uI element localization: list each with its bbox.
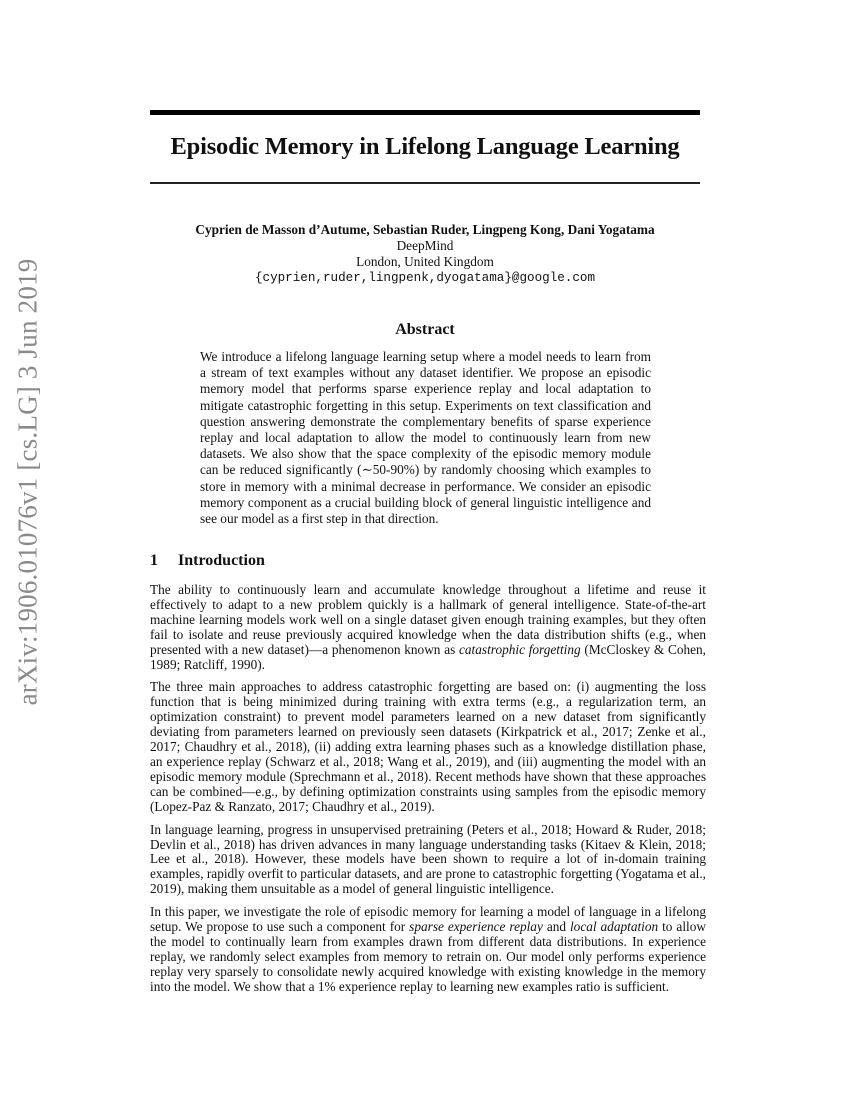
- author-block: [150, 222, 700, 286]
- paragraph-1-text: The ability to continuously learn and accumulate knowledge throughout a lifetime and reuse it effectively to adapt to a new problem quickly is a hallmark of general intelligence. State-of-the-art machine learning models work well on a single dataset given enough training examples, but they often fail to isolate and reuse previously acquired knowledge when the data distribution shifts (e.g., when presented with a new dataset)—a phenomenon known as: [150, 582, 706, 657]
- paper-title: Episodic Memory in Lifelong Language Learning: [170, 133, 680, 160]
- arxiv-identifier-stamp: [8, 258, 48, 706]
- author-emails: {cyprien,ruder,lingpenk,dyogatama}@google.com: [254, 271, 596, 285]
- abstract-text: We introduce a lifelong language learning setup where a model needs to learn from a stream of text examples without any dataset identifier. We propose an episodic memory model that performs sparse experience replay and local adaptation to mitigate catastrophic forgetting in this setup. Experiments on text classification and question answering demonstrate the complementary benefits of sparse experience replay and local adaptation to allow the model to continuously learn from new datasets. We also show that the space complexity of the episodic memory module can be reduced significantly (∼50-90%) by randomly choosing which examples to store in memory with a minimal decrease in performance. We consider an episodic memory component as a crucial building block of general linguistic intelligence and see our model as a first step in that direction.: [200, 349, 651, 527]
- emphasis-sparse-experience-replay: sparse experience replay: [409, 919, 543, 935]
- introduction-body: [150, 583, 706, 1003]
- paragraph-4-text-c: to allow the model to continually learn from examples drawn from different data distributions. In experience replay, we randomly select examples from memory to retrain on. Our model only performs experience replay very sparsely to consolidate newly acquired knowledge with existing knowledge in the memory into the model. We show that a 1% experience replay to learning new examples ratio is sufficient.: [150, 919, 706, 994]
- paragraph-1: [150, 583, 706, 672]
- location: London, United Kingdom: [356, 254, 494, 269]
- section-title: Introduction: [178, 552, 265, 569]
- paragraph-1-citation: (McCloskey & Cohen, 1989; Ratcliff, 1990).: [150, 641, 706, 672]
- emphasis-catastrophic-forgetting: catastrophic forgetting: [459, 641, 581, 657]
- section-number: 1: [150, 552, 158, 569]
- affiliation: DeepMind: [396, 238, 454, 253]
- abstract-heading: Abstract: [395, 321, 455, 338]
- paragraph-3: In language learning, progress in unsupervised pretraining (Peters et al., 2018; Howard & Ruder, 2018; Devlin et al., 2018) has driven advances in many language understanding tasks (Kitaev & Klein, 2018; Lee et al., 2018). However, these models have been shown to require a lot of in-domain training examples, rapidly overfit to particular datasets, and are prone to catastrophic forgetting (Yogatama et al., 2019), making them unsuitable as a model of general linguistic intelligence.: [150, 821, 706, 897]
- paragraph-4: [150, 905, 706, 994]
- title-top-rule: [150, 110, 700, 115]
- section-heading-introduction: [150, 552, 265, 570]
- paragraph-4-text-b: and: [542, 919, 570, 935]
- emphasis-local-adaptation: local adaptation: [569, 919, 659, 935]
- title-bottom-rule: [150, 182, 700, 184]
- paragraph-4-text-a: In this paper, we investigate the role of episodic memory for learning a model of language in a lifelong setup. We propose to use such a component for: [150, 904, 706, 935]
- paragraph-2: The three main approaches to address catastrophic forgetting are based on: (i) augmenting the loss function that is being minimized during training with extra terms (e.g., a regularization term, an optimization constraint) to prevent model parameters learned on a new dataset from significantly deviating from parameters learned on previously seen datasets (Kirkpatrick et al., 2017; Zenke et al., 2017; Chaudhry et al., 2018), (ii) adding extra learning phases such as a knowledge distillation phase, an experience replay (Schwarz et al., 2018; Wang et al., 2019), and (iii) augmenting the model with an episodic memory module (Sprechmann et al., 2018). Recent methods have shown that these approaches can be combined—e.g., by defining optimization constraints using samples from the episodic memory (Lopez-Paz & Ranzato, 2017; Chaudhry et al., 2019).: [150, 679, 706, 814]
- author-names: Cyprien de Masson d’Autume, Sebastian Ruder, Lingpeng Kong, Dani Yogatama: [195, 222, 655, 237]
- arxiv-identifier-text: arXiv:1906.01076v1 [cs.LG] 3 Jun 2019: [12, 258, 43, 706]
